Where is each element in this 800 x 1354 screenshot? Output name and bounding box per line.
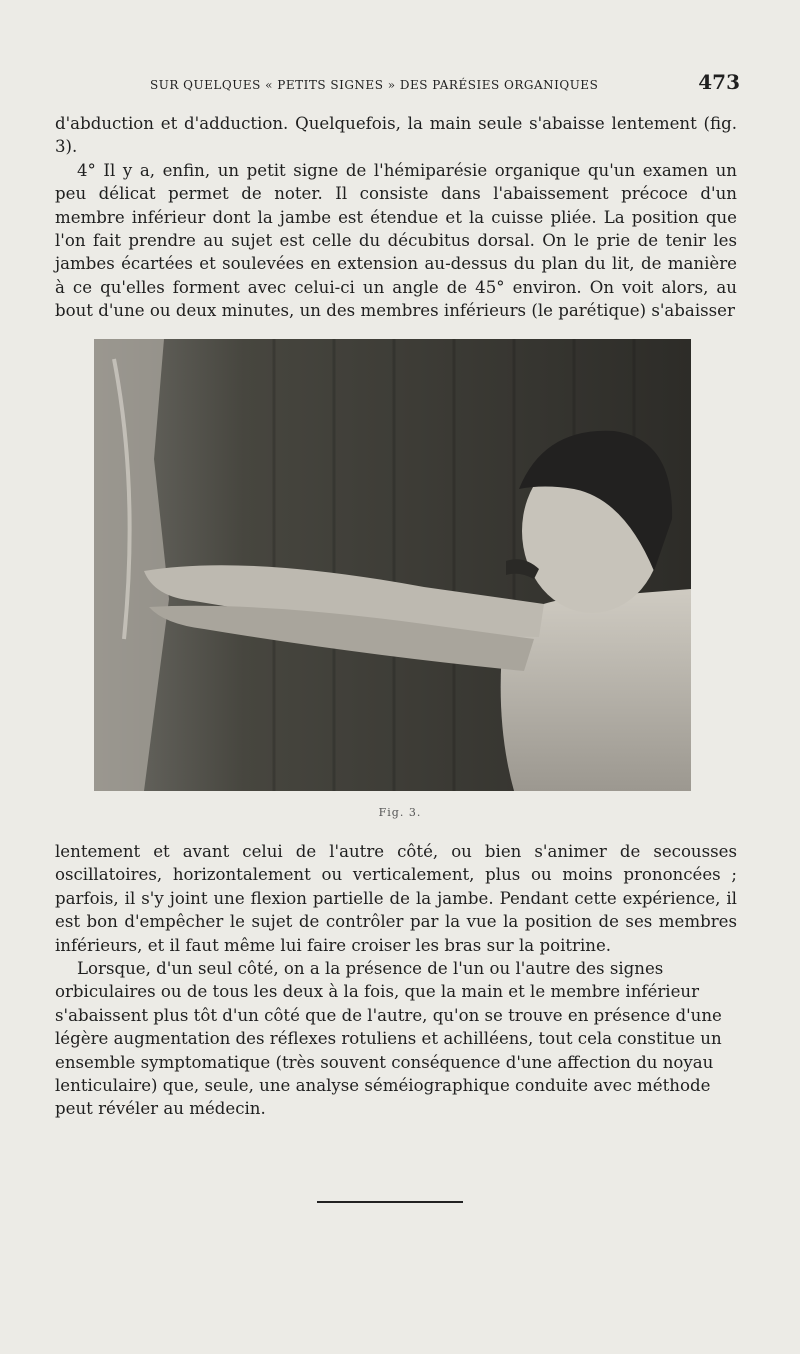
paragraph-lowering: lentement et avant celui de l'autre côté, ou bien s'animer de secousses oscillatoires, horizontalement ou verticalement, plus ou moins prononcées ; parfois, il s'y joint une flexion partielle de la jambe. Pendant cette expérience, il est bon d'empêcher le sujet de contrôler par la vue la position de ses membres inférieurs, et il faut même lui faire croiser les bras sur la poitrine.	[55, 842, 737, 955]
figure-photograph	[94, 339, 691, 791]
paragraph-abduction: d'abduction et d'adduction. Quelquefois, la main seule s'abaisse lentement (fig. 3).	[55, 114, 737, 157]
text-above-figure	[55, 112, 737, 323]
running-title: SUR QUELQUES « PETITS SIGNES » DES PARÉSIES ORGANIQUES	[150, 78, 599, 92]
figure-caption: Fig. 3.	[378, 806, 422, 819]
end-divider	[317, 1201, 463, 1203]
paragraph-conclusion: Lorsque, d'un seul côté, on a la présence de l'un ou l'autre des signes orbiculaires ou de tous les deux à la fois, que la main et le membre inférieur s'abaissent plus tôt d'un côté que de l'autre, qu'on se trouve en présence d'une légère augmentation des réflexes rotuliens et achilléens, tout cela constitue un ensemble symptomatique (très souvent conséquence d'une affection du noyau lenticulaire) que, seule, une analyse séméiographique conduite avec méthode peut révéler au médecin.	[55, 959, 722, 1119]
photograph-arms-extended	[94, 339, 691, 791]
paragraph-fourth-sign: 4° Il y a, enfin, un petit signe de l'hémiparésie organique qu'un examen un peu délicat permet de noter. Il consiste dans l'abaissement précoce d'un membre inférieur dont la jambe est étendue et la cuisse pliée. La position que l'on fait prendre au sujet est celle du décubitus dorsal. On le prie de tenir les jambes écartées et soulevées en extension au-dessus du plan du lit, de manière à ce qu'elles forment avec celui-ci un angle de 45° environ. On voit alors, au bout d'une ou deux minutes, un des membres inférieurs (le parétique) s'abaisser	[55, 160, 737, 321]
text-below-figure	[55, 840, 737, 1121]
page-number: 473	[698, 70, 740, 94]
page-header	[55, 70, 740, 100]
